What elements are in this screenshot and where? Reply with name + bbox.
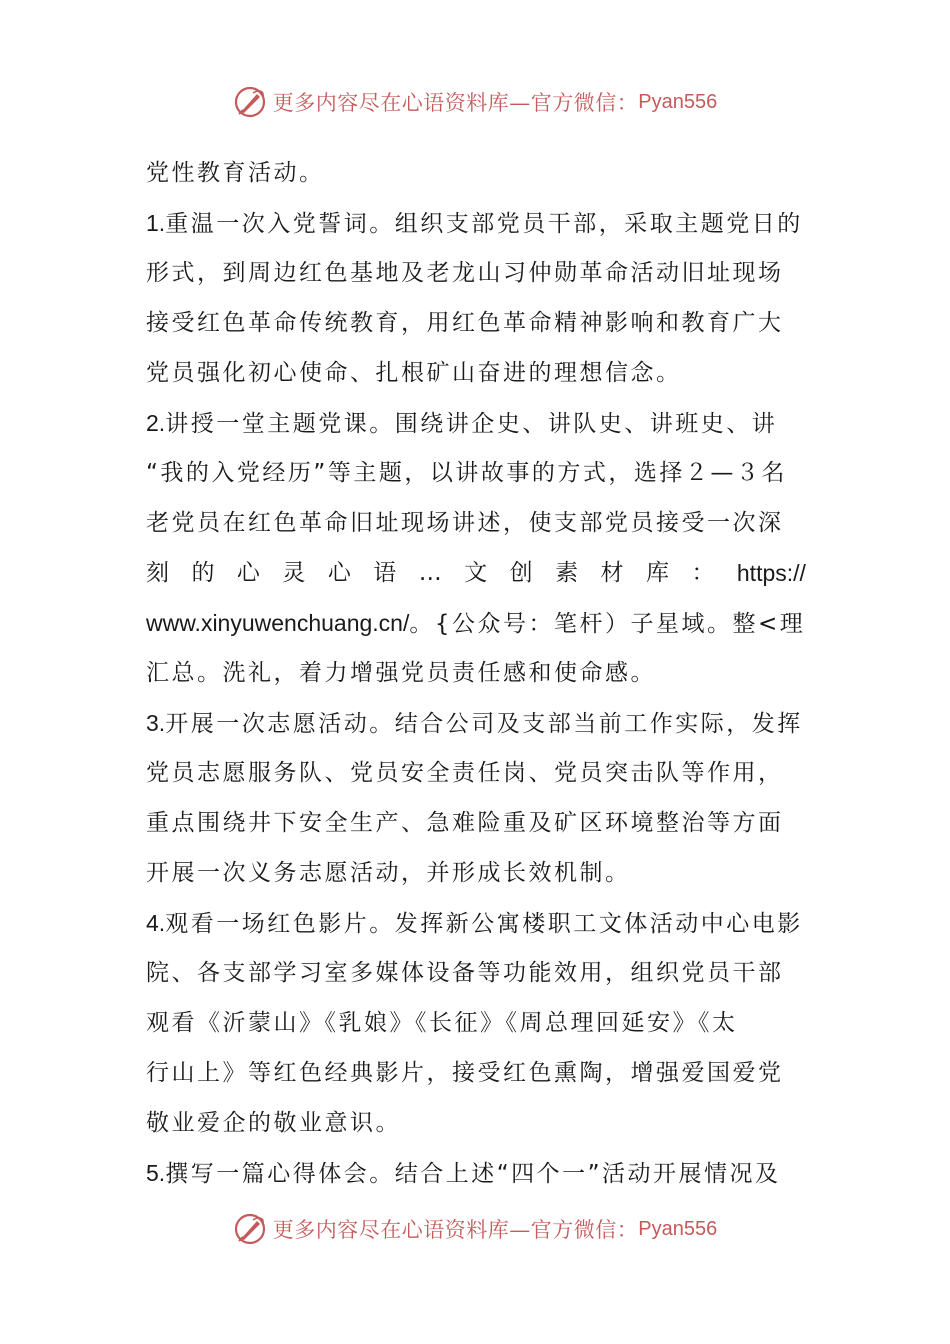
justified-char: 文 — [464, 560, 488, 586]
justified-char: 刻 — [146, 560, 169, 586]
text-line: 党员志愿服务队、党员安全责任岗、党员突击队等作用， — [146, 760, 784, 786]
justified-char: 的 — [191, 560, 215, 586]
document-body — [146, 148, 806, 1198]
banner-wechat-id: Pyan556 — [638, 1217, 718, 1240]
text-line: “我的入党经历”等主题，以讲故事的方式，选择２—３名 — [146, 460, 787, 486]
text-line: 形式，到周边红色基地及老龙山习仲勋革命活动旧址现场 — [146, 260, 784, 286]
website-url: www.xinyuwenchuang.cn/ — [146, 610, 410, 636]
text-line — [146, 698, 806, 748]
text-line: 老党员在红色革命旧址现场讲述，使支部党员接受一次深 — [146, 510, 784, 536]
url-fragment: https:// — [736, 560, 806, 586]
item-number: 1. — [146, 210, 166, 236]
banner-wechat-id: Pyan556 — [638, 90, 718, 113]
text-line: 观看《沂蒙山》《乳娘》《长征》《周总理回延安》《太 — [146, 1010, 738, 1036]
text-line — [146, 898, 806, 948]
text-line: 党员强化初心使命、扎根矿山奋进的理想信念。 — [146, 360, 682, 386]
justified-char: 语 — [373, 560, 397, 586]
justified-char: 素 — [555, 560, 579, 586]
justified-char: 灵 — [282, 560, 306, 586]
line-text: 观看一场红色影片。发挥新公寓楼职工文体活动中心电影 — [165, 911, 803, 937]
item-number: 4. — [146, 910, 166, 936]
text-line: 行山上》等红色经典影片，接受红色熏陶，增强爱国爱党 — [146, 1060, 784, 1086]
text-line: 接受红色革命传统教育，用红色革命精神影响和教育广大 — [146, 310, 784, 336]
footer-banner — [0, 1209, 950, 1249]
text-line: 开展一次义务志愿活动，并形成长效机制。 — [146, 860, 631, 886]
line-text: 撰写一篇心得体会。结合上述“四个一”活动开展情况及 — [165, 1161, 781, 1187]
line-text: 讲授一堂主题党课。围绕讲企史、讲队史、讲班史、讲 — [165, 411, 778, 437]
header-banner — [0, 82, 950, 122]
justified-char: 库 — [645, 560, 669, 586]
justified-char: 材 — [600, 560, 624, 586]
text-line: 院、各支部学习室多媒体设备等功能效用，组织党员干部 — [146, 960, 784, 986]
quill-logo-icon — [233, 1212, 267, 1246]
justified-line — [146, 548, 806, 598]
item-number: 5. — [146, 1160, 166, 1186]
justified-char: ： — [691, 560, 715, 586]
justified-char: 创 — [509, 560, 533, 586]
text-line — [146, 598, 806, 648]
text-line — [146, 1148, 806, 1198]
justified-char: 心 — [327, 560, 351, 586]
text-line — [146, 198, 806, 248]
line-text: 重温一次入党誓词。组织支部党员干部，采取主题党日的 — [165, 211, 803, 237]
justified-char: 心 — [236, 560, 260, 586]
banner-text: 更多内容尽在心语资料库—官方微信： — [272, 1218, 639, 1242]
text-line: 重点围绕井下安全生产、急难险重及矿区环境整治等方面 — [146, 810, 784, 836]
text-line — [146, 398, 806, 448]
item-number: 3. — [146, 710, 166, 736]
text-line: 敬业爱企的敬业意识。 — [146, 1110, 401, 1136]
line-text: 开展一次志愿活动。结合公司及支部当前工作实际，发挥 — [165, 711, 803, 737]
item-number: 2. — [146, 410, 166, 436]
line-text: 。{公众号：笔杆）子星域。整<理 — [409, 611, 806, 637]
quill-logo-icon — [233, 85, 267, 119]
text-line: 汇总。洗礼，着力增强党员责任感和使命感。 — [146, 660, 656, 686]
banner-text: 更多内容尽在心语资料库—官方微信： — [272, 91, 639, 115]
justified-char: … — [418, 560, 442, 586]
text-line: 党性教育活动。 — [146, 160, 325, 186]
